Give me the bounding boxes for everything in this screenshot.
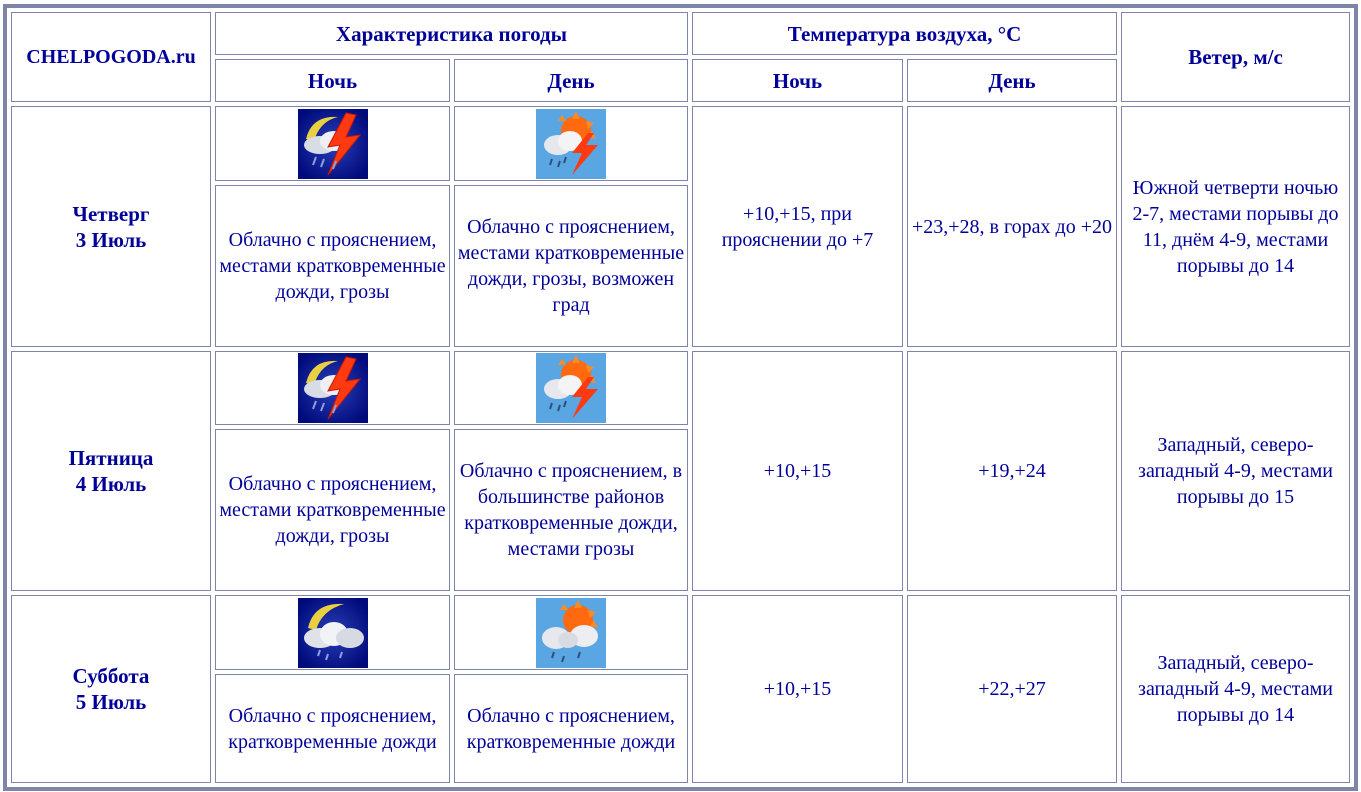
- night-description: Облачно с прояснением, местами кратковременные дожди, грозы: [215, 429, 450, 591]
- date: 3 Июль: [75, 227, 147, 252]
- date-cell: [11, 351, 211, 591]
- night-icon-cell: [215, 595, 450, 670]
- day-description: Облачно с прояснением, в большинстве районов кратковременные дожди, местами грозы: [454, 429, 688, 591]
- wind: Южной четверти ночью 2-7, местами порывы до 11, днём 4-9, местами порывы до 14: [1121, 106, 1350, 347]
- day-icon-cell: [454, 351, 688, 425]
- night-description: Облачно с прояснением, местами кратковременные дожди, грозы: [215, 185, 450, 347]
- date: 4 Июль: [75, 472, 147, 496]
- temp-night: +10,+15, при прояснении до +7: [692, 106, 903, 347]
- night-rain-icon: [298, 598, 368, 668]
- wind-header: Ветер, м/с: [1121, 12, 1350, 102]
- day-thunderstorm-icon: [536, 109, 606, 179]
- wind: Западный, северо-западный 4-9, местами порывы до 15: [1121, 351, 1350, 591]
- night-thunderstorm-icon: [298, 109, 368, 179]
- temp-day: +22,+27: [907, 595, 1117, 783]
- weekday: Четверг: [72, 201, 150, 226]
- date-cell: [11, 106, 211, 347]
- temp-night: +10,+15: [692, 595, 903, 783]
- weather-char-header: Характеристика погоды: [215, 12, 688, 55]
- night-icon-cell: [215, 106, 450, 181]
- weekday: Пятница: [68, 446, 154, 470]
- day-row: [11, 106, 1350, 181]
- night-thunderstorm-icon: [298, 353, 368, 423]
- day-row: [11, 595, 1350, 670]
- day-icon-cell: [454, 106, 688, 181]
- day-description: Облачно с прояснением, кратковременные дожди: [454, 674, 688, 783]
- temp-day: +19,+24: [907, 351, 1117, 591]
- temp-day-header: День: [907, 59, 1117, 102]
- day-row: [11, 351, 1350, 425]
- day-icon-cell: [454, 595, 688, 670]
- date: 5 Июль: [75, 690, 147, 714]
- air-temp-header: Температура воздуха, °С: [692, 12, 1117, 55]
- temp-night-header: Ночь: [692, 59, 903, 102]
- date-cell: [11, 595, 211, 783]
- char-day-header: День: [454, 59, 688, 102]
- char-night-header: Ночь: [215, 59, 450, 102]
- night-icon-cell: [215, 351, 450, 425]
- night-description: Облачно с прояснением, кратковременные дожди: [215, 674, 450, 783]
- wind: Западный, северо-западный 4-9, местами порывы до 14: [1121, 595, 1350, 783]
- weekday: Суббота: [72, 664, 150, 688]
- day-thunderstorm-icon: [536, 353, 606, 423]
- temp-day: +23,+28, в горах до +20: [907, 106, 1117, 347]
- day-description: Облачно с прояснением, местами кратковременные дожди, грозы, возможен град: [454, 185, 688, 347]
- temp-night: +10,+15: [692, 351, 903, 591]
- day-rain-icon: [536, 598, 606, 668]
- forecast-table: [3, 4, 1358, 791]
- site-logo: CHELPOGODA.ru: [11, 12, 211, 102]
